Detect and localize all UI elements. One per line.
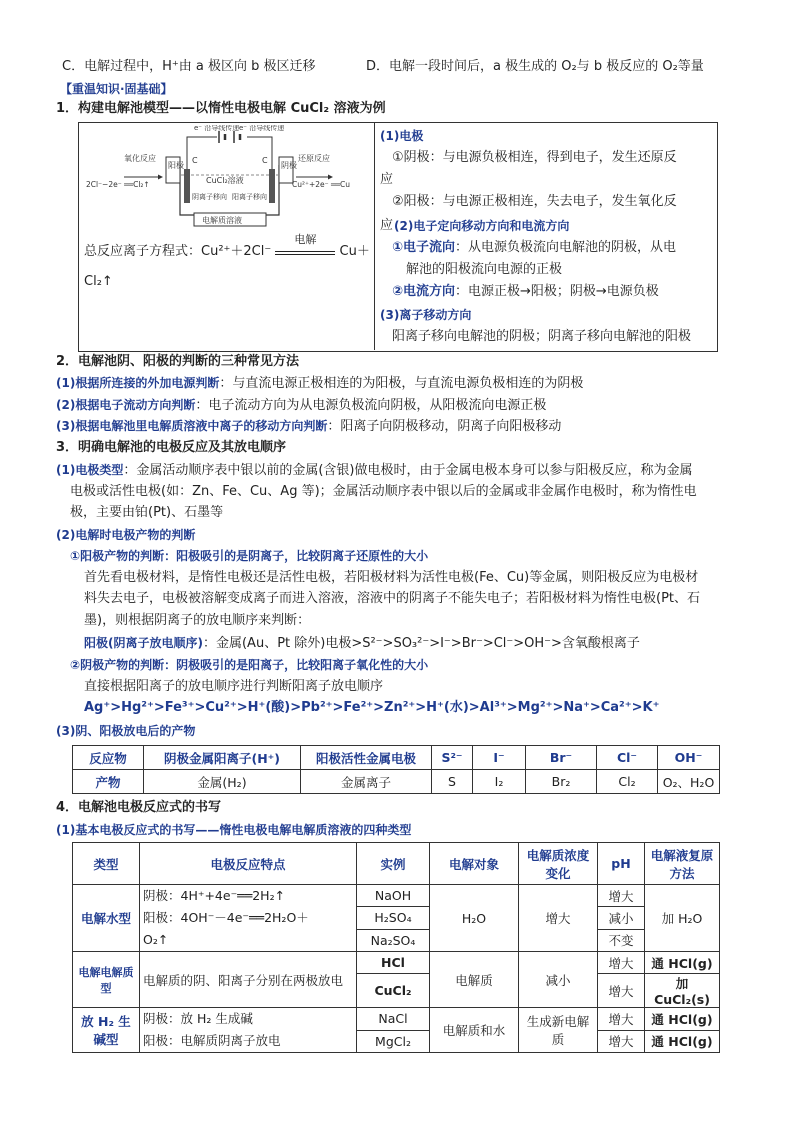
water-example-2: Na₂SO₄ xyxy=(357,929,430,951)
type-row-electrolyte-1 xyxy=(73,952,720,974)
types-header-3: 电解对象 xyxy=(430,843,519,885)
s3-p1-text: ：金属活动顺序表中银以前的金属(含银)做电极时，由于金属电极本身可以参与阳极反应，称为金属 xyxy=(123,463,693,478)
s3-p2-2: ②阴极产物的判断：阴极吸引的是阳离子，比较阳离子氧化性的大小 xyxy=(70,658,429,672)
water-feature-3: O₂↑ xyxy=(143,932,169,947)
types-header-2: 实例 xyxy=(357,843,430,885)
h2-feature-2: 阳极：电解质阴离子放电 xyxy=(143,1033,281,1048)
s4-title: 4．电解池电极反应式的书写 xyxy=(56,800,222,815)
h2-object: 电解质和水 xyxy=(430,1008,519,1053)
products-header-0: 反应物 xyxy=(73,746,144,770)
water-restore: 加 H₂O xyxy=(645,885,720,952)
products-cell-5: Br₂ xyxy=(526,770,597,794)
electron-direction-label: ①电子流向 xyxy=(392,240,456,255)
electrolysis-diagram xyxy=(84,125,374,227)
s3-p2-1: ①阳极产物的判断：阳极吸引的是阴离子，比较阴离子还原性的大小 xyxy=(70,549,429,563)
water-concentration: 增大 xyxy=(519,885,598,952)
s2-line-3 xyxy=(56,416,561,437)
types-header-6: 电解液复原方法 xyxy=(645,843,720,885)
cl2-product: Cl₂↑ xyxy=(84,274,113,289)
electrolyte-ph-0: 增大 xyxy=(598,952,645,974)
oxidation-label: 氧化反应 xyxy=(124,154,156,163)
s4-sub: (1)基本电极反应式的书写——惰性电极电解电解质溶液的四种类型 xyxy=(56,823,412,837)
h2-restore-1: 通 HCl(g) xyxy=(645,1030,720,1053)
s3-p2-1-d xyxy=(84,633,640,654)
s3-p3: (3)阴、阳极放电后的产物 xyxy=(56,724,196,738)
cation-move-label: 阳离子移向 xyxy=(232,193,267,201)
electron-direction xyxy=(392,238,676,258)
anion-move-label: 阴离子移向 xyxy=(192,193,227,201)
products-cell-1: 金属(H₂) xyxy=(144,770,301,794)
products-header-1: 阴极金属阳离子(H⁺) xyxy=(144,746,301,770)
cathode-equation: Cu²⁺+2e⁻ ══Cu xyxy=(292,180,350,189)
anion-order-label: 阳极(阴离子放电顺序) xyxy=(84,636,203,650)
ion-heading: (3)离子移动方向 xyxy=(380,308,472,322)
h2-features xyxy=(140,1008,357,1053)
s2-line-2 xyxy=(56,395,546,416)
electrolysis-arrow xyxy=(275,233,335,255)
h2-ph-1: 增大 xyxy=(598,1030,645,1053)
electrolyte-concentration: 减小 xyxy=(519,952,598,1008)
s3-p1-label: (1)电极类型 xyxy=(56,463,124,477)
type-h2-base: 放 H₂ 生碱型 xyxy=(73,1008,140,1053)
type-water-features xyxy=(140,885,357,952)
electrolyte-label: 电解质溶液 xyxy=(202,216,242,225)
anode-desc: ②阳极：与电源正极相连，失去电子，发生氧化反 xyxy=(392,194,677,209)
anode-desc-2: 应 xyxy=(380,218,394,233)
types-header-5: pH xyxy=(598,843,645,885)
h2-restore-0: 通 HCl(g) xyxy=(645,1008,720,1031)
option-c: C．电解过程中，H⁺由 a 极区向 b 极区迁移 xyxy=(62,59,316,74)
water-feature-1: 阴极：4H⁺+4e⁻══2H₂↑ xyxy=(143,888,286,903)
types-header-4: 电解质浓度变化 xyxy=(519,843,598,885)
current-direction-label: ②电流方向 xyxy=(392,284,456,299)
products-cell-0: 产物 xyxy=(73,770,144,794)
cation-order: Ag⁺>Hg²⁺>Fe³⁺>Cu²⁺>H⁺(酸)>Pb²⁺>Fe²⁺>Zn²⁺>H⁺(水)>Al³⁺>Mg²⁺>Na⁺>Ca²⁺>K⁺ xyxy=(84,700,660,715)
type-water: 电解水型 xyxy=(73,885,140,952)
electron-direction-text: ：从电源负极流向电解池的阴极，从电 xyxy=(455,240,677,255)
anode-label: 阳极 xyxy=(168,161,184,170)
option-d: D．电解一段时间后，a 极生成的 O₂与 b 极反应的 O₂等量 xyxy=(366,59,704,74)
water-object: H₂O xyxy=(430,885,519,952)
s3-p2-1-c: 墨)，则根据阴离子的放电顺序来判断： xyxy=(84,613,311,628)
products-table xyxy=(72,745,720,794)
s2-line-1-label: (1)根据所连接的外加电源判断 xyxy=(56,376,220,390)
products-header-7: OH⁻ xyxy=(658,746,720,770)
products-header-4: I⁻ xyxy=(473,746,526,770)
water-ph-2: 不变 xyxy=(598,929,645,951)
s3-p1-line-2: 电极或活性电极(如：Zn、Fe、Cu、Ag 等)；金属活动顺序表中银以后的金属或非金属作电极时，称为惰性电 xyxy=(70,484,697,499)
types-header-row xyxy=(73,843,720,885)
electrode-heading: (1)电极 xyxy=(380,129,424,143)
h2-concentration: 生成新电解质 xyxy=(519,1008,598,1053)
s3-p2: (2)电解时电极产物的判断 xyxy=(56,528,196,542)
s3-p2-1-a: 首先看电极材料，是惰性电极还是活性电极，若阳极材料为活性电极(Fe、Cu)等金属，则阳极反应为电极材 xyxy=(84,570,699,585)
ion-direction: 阳离子移向电解池的阴极；阴离子移向电解池的阳极 xyxy=(392,329,692,344)
products-cell-3: S xyxy=(432,770,473,794)
solution-label: CuCl₂溶液 xyxy=(206,176,244,185)
c-left-label: C xyxy=(192,156,198,165)
anion-order-text: ：金属(Au、Pt 除外)电极>S²⁻>SO₃²⁻>I⁻>Br⁻>Cl⁻>OH⁻>含氧酸根离子 xyxy=(202,636,640,651)
h2-example-0: NaCl xyxy=(357,1008,430,1031)
type-electrolyte: 电解电解质型 xyxy=(73,952,140,1008)
h2-example-1: MgCl₂ xyxy=(357,1030,430,1053)
products-header-row xyxy=(73,746,720,770)
cathode-desc-2: 应 xyxy=(380,172,394,187)
s2-title: 2．电解池阴、阳极的判断的三种常见方法 xyxy=(56,354,300,369)
products-header-6: Cl⁻ xyxy=(597,746,658,770)
total-product: Cu＋ xyxy=(339,244,370,259)
current-direction-text: ：电源正极→阳极；阴极→电源负极 xyxy=(455,284,659,299)
products-header-5: Br⁻ xyxy=(526,746,597,770)
c-right-label: C xyxy=(262,156,268,165)
electrolyte-object: 电解质 xyxy=(430,952,519,1008)
types-header-1: 电极反应特点 xyxy=(140,843,357,885)
products-cell-6: Cl₂ xyxy=(597,770,658,794)
electrolyte-feature: 电解质的阴、阳离子分别在两极放电 xyxy=(140,952,357,1008)
e-left-label: e⁻ 沿导线传递 xyxy=(194,125,240,132)
current-direction xyxy=(392,282,659,302)
products-row xyxy=(73,770,720,794)
products-cell-7: O₂、H₂O xyxy=(658,770,720,794)
water-ph-0: 增大 xyxy=(598,885,645,907)
s2-line-3-label: (3)根据电解池里电解质溶液中离子的移动方向判断 xyxy=(56,419,328,433)
s3-title: 3．明确电解池的电极反应及其放电顺序 xyxy=(56,440,287,455)
s2-line-3-text: ：阳离子向阴极移动，阴离子向阳极移动 xyxy=(327,419,562,434)
type-row-h2-1 xyxy=(73,1008,720,1031)
direction-heading: (2)电子定向移动方向和电流方向 xyxy=(394,219,570,233)
anode-equation: 2Cl⁻−2e⁻ ══Cl₂↑ xyxy=(86,180,150,189)
s2-line-2-text: ：电子流动方向为从电源负极流向阴极，从阳极流向电源正极 xyxy=(195,398,547,413)
electron-direction-2: 解池的阳极流向电源的正极 xyxy=(406,262,563,277)
s3-p2-1-b: 料失去电子，电极被溶解变成离子而进入溶液，溶液中的阴离子不能失电子；若阳极材料为惰性电极(Pt、石 xyxy=(84,591,701,606)
reduction-label: 还原反应 xyxy=(298,154,330,163)
products-header-2: 阳极活性金属电极 xyxy=(301,746,432,770)
water-feature-2: 阳极：4OH⁻－4e⁻══2H₂O＋ xyxy=(143,910,309,925)
products-cell-2: 金属离子 xyxy=(301,770,432,794)
water-example-1: H₂SO₄ xyxy=(357,907,430,929)
s2-line-2-label: (2)根据电子流动方向判断 xyxy=(56,398,196,412)
cathode-desc: ①阴极：与电源负极相连，得到电子，发生还原反 xyxy=(392,150,677,165)
total-label: 总反应离子方程式：Cu²⁺＋2Cl⁻ xyxy=(84,244,272,259)
s3-p2-2-a: 直接根据阳离子的放电顺序进行判断阳离子放电顺序 xyxy=(84,679,384,694)
type-row-water-1 xyxy=(73,885,720,907)
section-tag: 【重温知识·固基础】 xyxy=(60,82,173,96)
cathode-label: 阴极 xyxy=(281,161,297,170)
water-example-0: NaOH xyxy=(357,885,430,907)
products-header-3: S²⁻ xyxy=(432,746,473,770)
s1-title-text: 1．构建电解池模型——以惰性电极电解 CuCl₂ 溶液为例 xyxy=(56,101,386,116)
s2-line-1-text: ：与直流电源正极相连的为阳极，与直流电源负极相连的为阴极 xyxy=(219,376,584,391)
types-header-0: 类型 xyxy=(73,843,140,885)
electrolyte-ph-1: 增大 xyxy=(598,974,645,1008)
water-ph-1: 减小 xyxy=(598,907,645,929)
electrolyte-example-1: CuCl₂ xyxy=(357,974,430,1008)
s2-line-1 xyxy=(56,373,583,394)
products-cell-4: I₂ xyxy=(473,770,526,794)
e-right-label: e⁻ 沿导线传递 xyxy=(239,125,285,132)
electrolyte-example-0: HCl xyxy=(357,952,430,974)
electrolysis-label: 电解 xyxy=(294,233,317,246)
s1-title xyxy=(56,99,386,119)
s3-p1 xyxy=(56,460,692,481)
s3-p1-line-3: 极，主要由铂(Pt)、石墨等 xyxy=(70,505,224,520)
h2-feature-1: 阴极：放 H₂ 生成碱 xyxy=(143,1011,253,1026)
total-equation xyxy=(84,233,370,262)
electrolyte-restore-0: 通 HCl(g) xyxy=(645,952,720,974)
electrolyte-restore-1: 加 CuCl₂(s) xyxy=(645,974,720,1008)
types-table xyxy=(72,842,720,1053)
h2-ph-0: 增大 xyxy=(598,1008,645,1031)
s1-divider xyxy=(374,122,375,350)
